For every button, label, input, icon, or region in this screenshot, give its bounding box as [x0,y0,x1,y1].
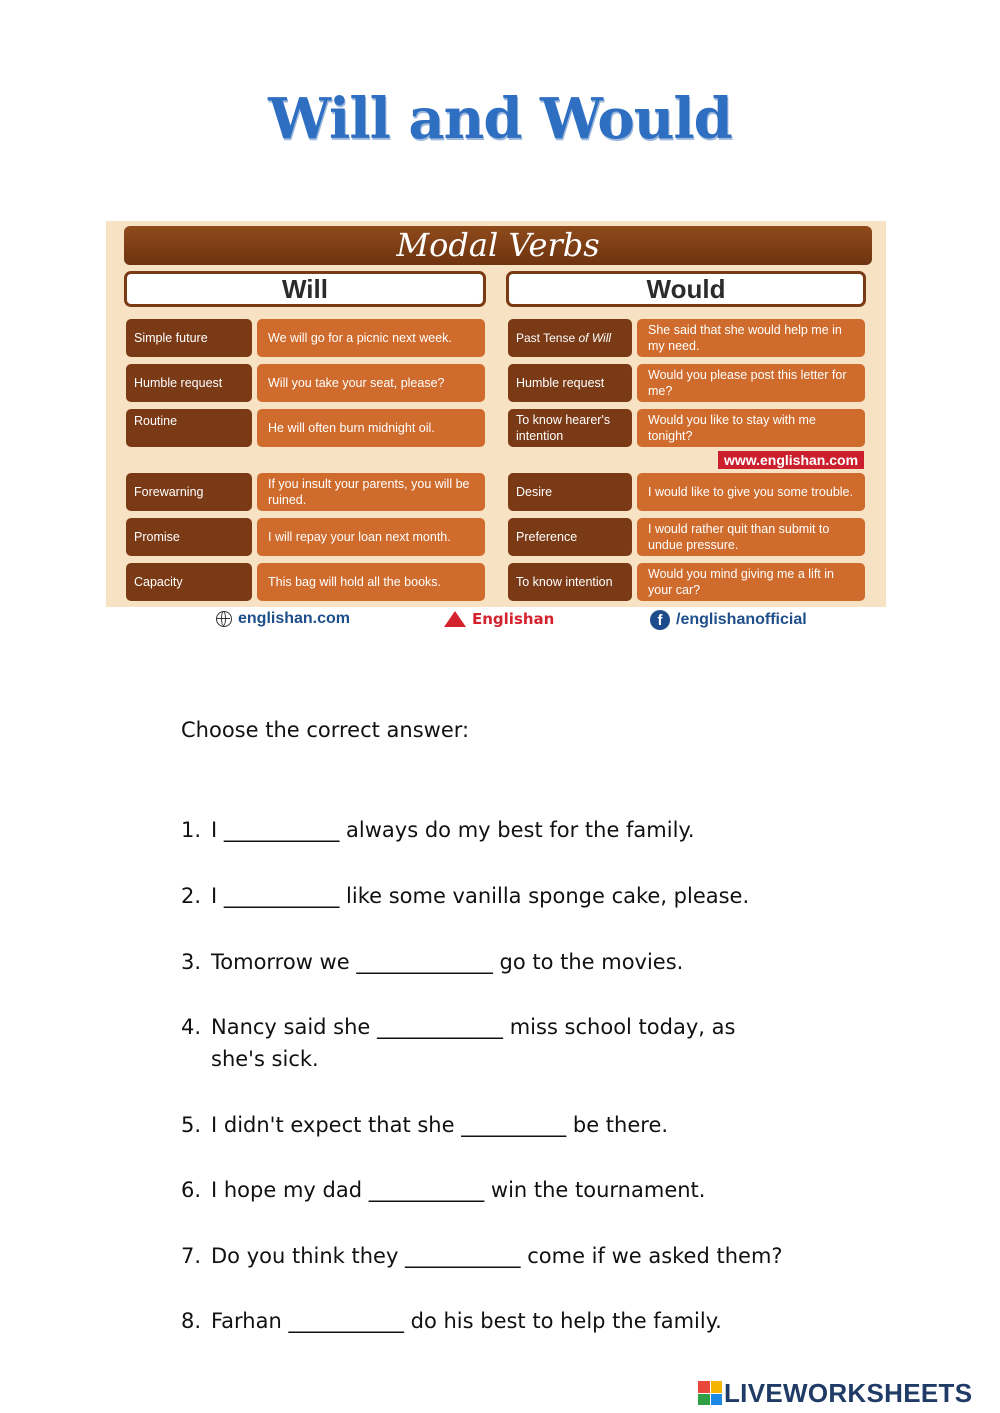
would-heading: Would [506,271,866,307]
liveworksheets-icon [698,1381,722,1405]
englishan-logo-icon [444,611,466,627]
facebook-icon: f [650,610,670,630]
will-example-cell: Will you take your seat, please? [257,364,485,402]
question-item: 7. Do you think they ___________ come if we asked them? [181,1244,783,1268]
will-heading: Will [124,271,486,307]
globe-icon [216,611,232,627]
will-label-cell: Forewarning [126,473,252,511]
modal-verbs-infographic [106,221,886,607]
facebook-text: /englishanofficial [676,611,807,628]
would-example-cell: I would like to give you some trouble. [637,473,865,511]
will-example-cell: If you insult your parents, you will be ruined. [257,473,485,511]
site-tag: www.englishan.com [718,451,864,469]
would-label-cell: To know hearer's intention [508,409,632,447]
infographic-footer [106,607,886,633]
website-credit [216,610,350,628]
will-example-cell: He will often burn midnight oil. [257,409,485,447]
would-label-cell: Humble request [508,364,632,402]
will-label-cell: Promise [126,518,252,556]
would-label-cell: Preference [508,518,632,556]
website-text: englishan.com [238,610,351,627]
instruction-text: Choose the correct answer: [181,718,470,742]
will-example-cell: This bag will hold all the books. [257,563,485,601]
will-label-cell: Capacity [126,563,252,601]
would-example-cell: Would you like to stay with me tonight? [637,409,865,447]
will-label-cell: Simple future [126,319,252,357]
page-title: Will and Would [268,86,732,152]
will-label-cell: Routine [126,409,252,447]
would-example-cell: Would you please post this letter for me? [637,364,865,402]
will-example-cell: We will go for a picnic next week. [257,319,485,357]
question-item: 4. Nancy said she ____________ miss school today, as she's sick. [181,1015,736,1071]
watermark-text: LIVEWORKSHEETS [724,1377,973,1408]
would-example-cell: She said that she would help me in my need. [637,319,865,357]
brand-credit [444,610,554,628]
question-item: 1. I ___________ always do my best for the family. [181,818,695,842]
infographic-banner: Modal Verbs [124,226,872,265]
brand-text: Englishan [472,610,555,628]
facebook-credit [650,610,807,630]
would-label-cell: To know intention [508,563,632,601]
question-item: 3. Tomorrow we _____________ go to the movies. [181,950,684,974]
question-item: 5. I didn't expect that she __________ be there. [181,1113,669,1137]
would-example-cell: I would rather quit than submit to undue pressure. [637,518,865,556]
would-label-cell: Past Tense of Will [508,319,632,357]
question-item: 6. I hope my dad ___________ win the tournament. [181,1178,706,1202]
would-label-cell: Desire [508,473,632,511]
would-example-cell: Would you mind giving me a lift in your car? [637,563,865,601]
question-item: 2. I ___________ like some vanilla sponge cake, please. [181,884,750,908]
question-item: 8. Farhan ___________ do his best to help the family. [181,1309,722,1333]
liveworksheets-watermark [698,1377,972,1409]
will-example-cell: I will repay your loan next month. [257,518,485,556]
will-label-cell: Humble request [126,364,252,402]
